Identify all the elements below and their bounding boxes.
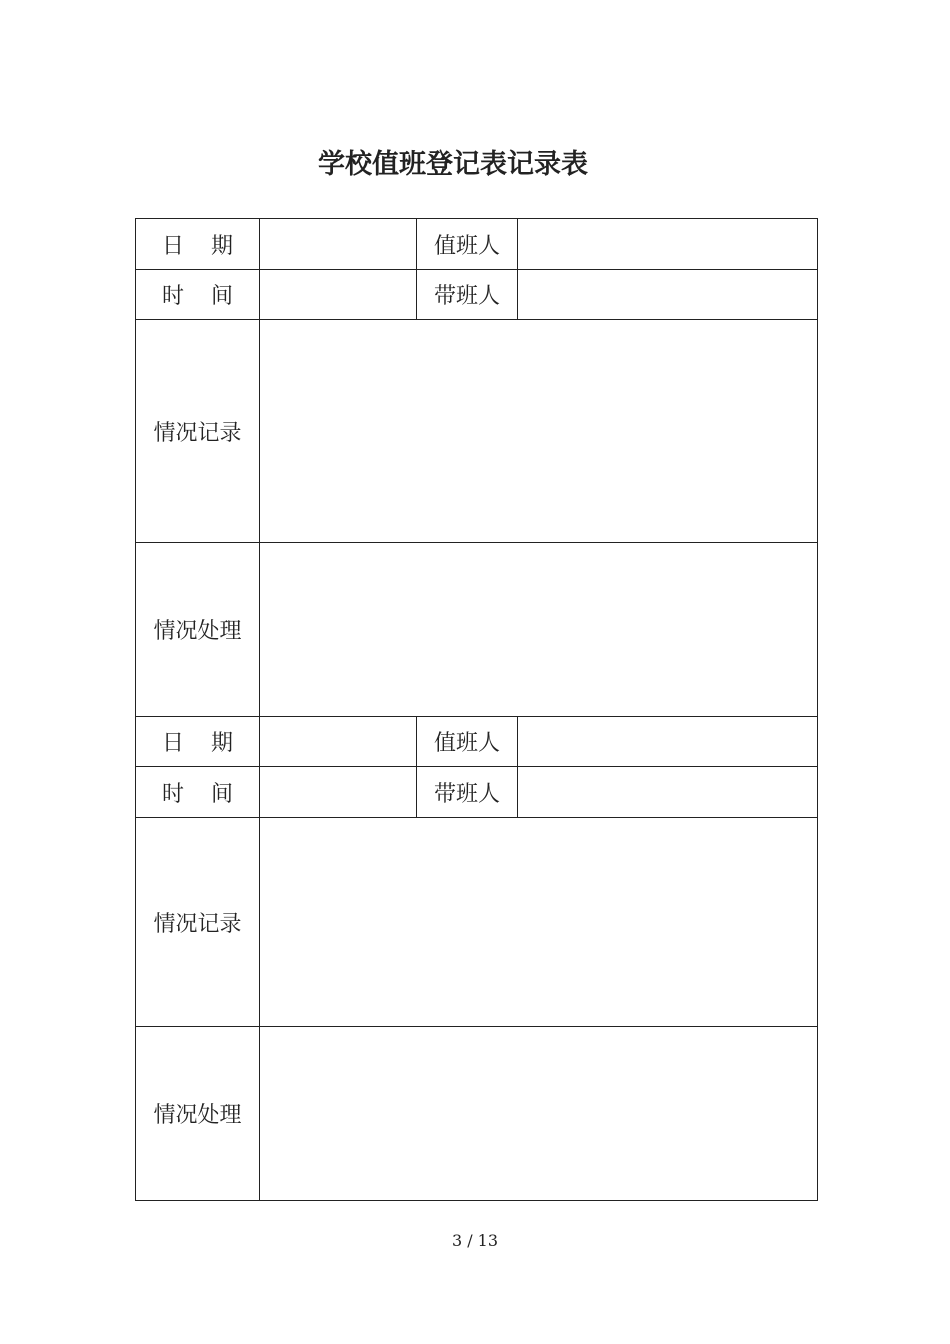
table-row [136,320,818,543]
date-field[interactable] [260,717,417,767]
date-label: 日 期 [136,717,260,767]
handling-label: 情况处理 [136,543,260,717]
handling-label: 情况处理 [136,1027,260,1201]
date-field[interactable] [260,219,417,270]
leader-label: 带班人 [417,270,518,320]
table-row [136,543,818,717]
page-title: 学校值班登记表记录表 [318,149,588,180]
on-duty-label: 值班人 [417,219,518,270]
handling-field[interactable] [260,543,818,717]
record-field[interactable] [260,320,818,543]
table-row [136,767,818,818]
leader-label: 带班人 [417,767,518,818]
leader-field[interactable] [518,767,818,818]
date-label: 日 期 [136,219,260,270]
leader-field[interactable] [518,270,818,320]
table-row [136,219,818,270]
table-row [136,1027,818,1201]
duty-log-table [135,218,818,1201]
time-field[interactable] [260,767,417,818]
on-duty-field[interactable] [518,219,818,270]
table-row [136,818,818,1027]
record-label: 情况记录 [136,320,260,543]
time-label: 时 间 [136,270,260,320]
time-label: 时 间 [136,767,260,818]
record-label: 情况记录 [136,818,260,1027]
handling-field[interactable] [260,1027,818,1201]
on-duty-label: 值班人 [417,717,518,767]
time-field[interactable] [260,270,417,320]
on-duty-field[interactable] [518,717,818,767]
table-row [136,270,818,320]
page-number: 3 / 13 [451,1231,499,1250]
table-row [136,717,818,767]
record-field[interactable] [260,818,818,1027]
